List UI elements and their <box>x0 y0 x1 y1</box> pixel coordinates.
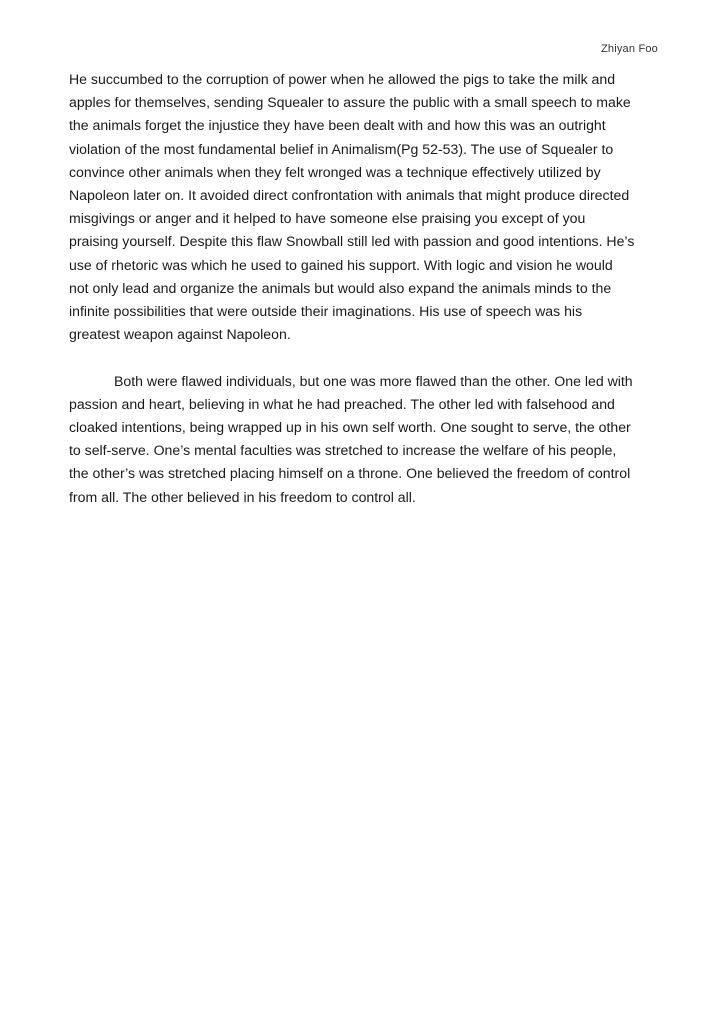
text-line: praising yourself. Despite this flaw Snowball still led with passion and good intentions. He’s <box>69 233 635 250</box>
text-line: He succumbed to the corruption of power when he allowed the pigs to take the milk and <box>69 71 616 87</box>
text-line: the other’s was stretched placing himself on a throne. One believed the freedom of control <box>69 465 631 482</box>
text-line: misgivings or anger and it helped to have someone else praising you except of you <box>69 210 586 227</box>
text-line: apples for themselves, sending Squealer to assure the public with a small speech to make <box>69 94 631 111</box>
text-line: greatest weapon against Napoleon. <box>69 326 291 343</box>
text-line: passion and heart, believing in what he had preached. The other led with falsehood and <box>69 395 615 412</box>
paragraph-1 <box>69 68 667 346</box>
header-author-name: Zhiyan Foo <box>600 43 658 55</box>
text-line: cloaked intentions, being wrapped up in his own self worth. One sought to serve, the other <box>69 419 631 436</box>
paragraph-2 <box>69 370 667 509</box>
text-line: infinite possibilities that were outside their imaginations. His use of speech was his <box>69 303 583 320</box>
text-line: from all. The other believed in his freedom to control all. <box>69 488 416 505</box>
essay-body <box>69 68 667 509</box>
text-line: to self-serve. One’s mental faculties was stretched to increase the welfare of his people, <box>69 442 617 459</box>
text-line: Napoleon later on. It avoided direct confrontation with animals that might produce directed <box>69 187 630 204</box>
text-line: use of rhetoric was which he used to gained his support. With logic and vision he would <box>69 256 613 273</box>
text-line-content: Both were flawed individuals, but one was more flawed than the other. One led with <box>114 372 633 389</box>
text-line: violation of the most fundamental belief in Animalism(Pg 52-53). The use of Squealer to <box>69 140 614 157</box>
text-line: the animals forget the injustice they have been dealt with and how this was an outright <box>69 117 606 134</box>
text-line-first <box>69 370 667 393</box>
paragraph-spacer <box>69 346 667 369</box>
text-line: not only lead and organize the animals but would also expand the animals minds to the <box>69 279 612 296</box>
text-line: convince other animals when they felt wronged was a technique effectively utilized by <box>69 163 601 180</box>
